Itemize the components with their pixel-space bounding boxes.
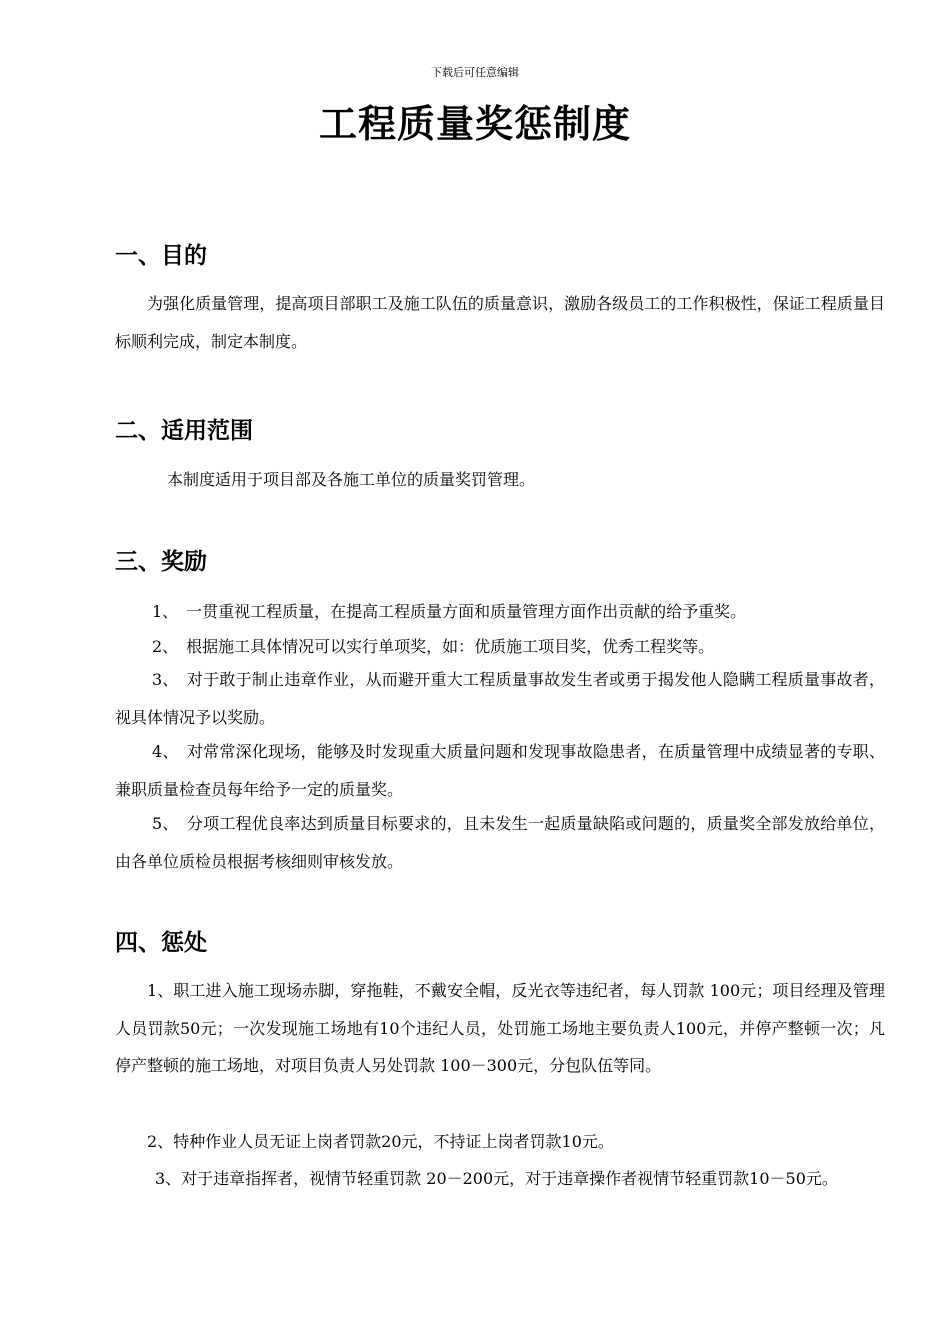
penalty-item: 3、对于违章指挥者，视情节轻重罚款 20－200元，对于违章操作者视情节轻重罚款10－50元。 (155, 1169, 838, 1188)
reward-item: 3、 对于敢于制止违章作业，从而避开重大工程质量事故发生者或勇于揭发他人隐瞒工程质量事故者，视具体情况予以奖励。 (115, 670, 885, 727)
reward-item: 5、 分项工程优良率达到质量目标要求的，且未发生一起质量缺陷或问题的，质量奖全部发放给单位，由各单位质检员根据考核细则审核发放。 (115, 814, 885, 871)
section-heading-scope: 二、适用范围 (115, 418, 253, 444)
reward-item: 1、 一贯重视工程质量，在提高工程质量方面和质量管理方面作出贡献的给予重奖。 (152, 602, 747, 621)
section-heading-purpose: 一、目的 (115, 243, 207, 269)
scope-paragraph: 本制度适用于项目部及各施工单位的质量奖罚管理。 (167, 470, 536, 489)
page-title: 工程质量奖惩制度 (318, 102, 631, 146)
reward-item: 2、 根据施工具体情况可以实行单项奖，如：优质施工项目奖，优秀工程奖等。 (152, 637, 715, 656)
penalty-item: 2、特种作业人员无证上岗者罚款20元，不持证上岗者罚款10元。 (147, 1132, 614, 1151)
section-heading-rewards: 三、奖励 (115, 549, 207, 575)
reward-item: 4、 对常常深化现场，能够及时发现重大质量问题和发现事故隐患者，在质量管理中成绩显著的专职、兼职质量检查员每年给予一定的质量奖。 (115, 742, 885, 799)
purpose-paragraph: 为强化质量管理，提高项目部职工及施工队伍的质量意识，激励各级员工的工作积极性，保证工程质量目标顺利完成，制定本制度。 (115, 294, 885, 351)
header-note: 下载后可任意编辑 (431, 66, 519, 79)
section-heading-penalties: 四、惩处 (115, 930, 207, 956)
penalty-item: 1、职工进入施工现场赤脚，穿拖鞋，不戴安全帽，反光衣等违纪者，每人罚款 100元；项目经理及管理人员罚款50元；一次发现施工场地有10个违纪人员，处罚施工场地主要负责人100元，并停产整顿一次；凡停产整顿的施工场地，对项目负责人另处罚款 100－300元，分包队伍等同。 (115, 981, 885, 1075)
